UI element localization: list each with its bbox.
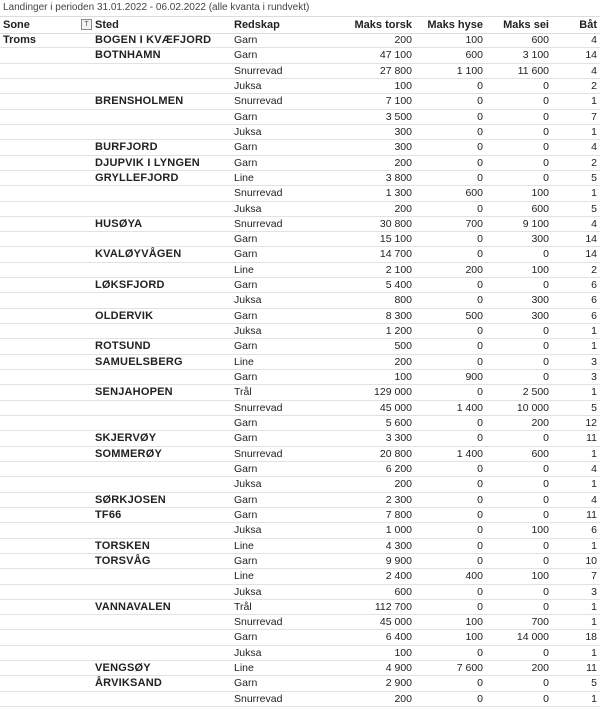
row-saithe: 0 <box>543 554 549 567</box>
row-haddock: 200 <box>465 263 483 276</box>
row-saithe: 0 <box>543 79 549 92</box>
row-haddock: 0 <box>477 386 483 399</box>
row-saithe: 0 <box>543 508 549 521</box>
row-gear: Garn <box>234 462 258 475</box>
row-saithe: 14 000 <box>516 631 549 644</box>
row-place: LØKSFJORD <box>95 279 165 292</box>
row-gear: Juksa <box>234 79 262 92</box>
table-row[interactable] <box>0 431 600 446</box>
row-haddock: 0 <box>477 478 483 491</box>
row-place: VANNAVALEN <box>95 600 171 613</box>
row-haddock: 0 <box>477 432 483 445</box>
row-cod: 5 600 <box>385 417 412 429</box>
row-saithe: 600 <box>531 34 549 46</box>
row-gear: Garn <box>234 110 258 123</box>
table-row[interactable] <box>0 263 600 278</box>
table-row[interactable] <box>0 247 600 262</box>
row-saithe: 300 <box>531 294 549 307</box>
row-cod: 200 <box>394 355 412 368</box>
table-row[interactable] <box>0 355 600 370</box>
row-boats: 1 <box>591 125 597 138</box>
row-haddock: 0 <box>477 325 483 338</box>
row-gear: Garn <box>234 233 258 246</box>
row-cod: 1 200 <box>385 325 412 338</box>
table-row[interactable] <box>0 79 600 94</box>
table-row[interactable] <box>0 416 600 431</box>
row-boats: 14 <box>585 233 597 246</box>
row-place: DJUPVIK I LYNGEN <box>95 156 200 169</box>
row-boats: 1 <box>591 646 597 659</box>
row-gear: Garn <box>234 493 258 506</box>
table-row[interactable] <box>0 171 600 186</box>
row-cod: 7 800 <box>385 508 412 521</box>
row-cod: 3 800 <box>385 171 412 184</box>
table-row[interactable] <box>0 646 600 661</box>
table-row[interactable] <box>0 523 600 538</box>
row-haddock: 1 400 <box>456 401 483 414</box>
row-boats: 1 <box>591 95 597 108</box>
row-cod: 20 800 <box>379 447 412 460</box>
row-cod: 800 <box>394 294 412 307</box>
row-boats: 14 <box>585 49 597 62</box>
row-saithe: 0 <box>543 171 549 184</box>
row-gear: Line <box>234 570 254 583</box>
row-saithe: 0 <box>543 355 549 368</box>
row-gear: Snurrevad <box>234 616 283 629</box>
row-gear: Juksa <box>234 524 262 537</box>
row-cod: 6 400 <box>385 631 412 644</box>
row-gear: Garn <box>234 417 258 429</box>
table-row[interactable] <box>0 615 600 630</box>
row-gear: Snurrevad <box>234 187 283 200</box>
row-haddock: 0 <box>477 248 483 261</box>
row-saithe: 0 <box>543 95 549 108</box>
table-row[interactable] <box>0 64 600 79</box>
table-row[interactable] <box>0 339 600 354</box>
row-haddock: 0 <box>477 141 483 154</box>
row-place: BOGEN I KVÆFJORD <box>95 34 212 46</box>
row-boats: 4 <box>591 64 597 77</box>
row-gear: Snurrevad <box>234 401 283 414</box>
row-cod: 100 <box>394 646 412 659</box>
row-cod: 30 800 <box>379 217 412 230</box>
row-haddock: 0 <box>477 125 483 138</box>
row-saithe: 0 <box>543 279 549 292</box>
row-zone: Troms <box>3 34 37 46</box>
row-haddock: 0 <box>477 233 483 246</box>
row-gear: Garn <box>234 141 258 154</box>
row-cod: 6 200 <box>385 462 412 475</box>
row-boats: 4 <box>591 462 597 475</box>
table-row[interactable] <box>0 630 600 645</box>
row-cod: 3 500 <box>385 110 412 123</box>
row-saithe: 10 000 <box>516 401 549 414</box>
row-gear: Juksa <box>234 202 262 215</box>
row-boats: 3 <box>591 585 597 598</box>
row-cod: 2 100 <box>385 263 412 276</box>
row-place: ROTSUND <box>95 340 151 353</box>
row-gear: Garn <box>234 340 258 353</box>
row-saithe: 9 100 <box>522 217 549 230</box>
row-boats: 6 <box>591 294 597 307</box>
table-row[interactable] <box>0 508 600 523</box>
row-gear: Juksa <box>234 325 262 338</box>
row-gear: Line <box>234 539 254 552</box>
row-haddock: 600 <box>465 49 483 62</box>
row-haddock: 0 <box>477 110 483 123</box>
row-gear: Garn <box>234 156 258 169</box>
row-cod: 129 000 <box>374 386 412 399</box>
row-gear: Garn <box>234 309 258 322</box>
table-row[interactable] <box>0 140 600 155</box>
row-cod: 200 <box>394 478 412 491</box>
row-gear: Garn <box>234 432 258 445</box>
row-gear: Snurrevad <box>234 64 283 77</box>
row-haddock: 100 <box>465 34 483 46</box>
row-boats: 7 <box>591 110 597 123</box>
row-boats: 1 <box>591 386 597 399</box>
row-place: ÅRVIKSAND <box>95 677 162 690</box>
row-saithe: 0 <box>543 600 549 613</box>
row-haddock: 400 <box>465 570 483 583</box>
row-place: SAMUELSBERG <box>95 355 183 368</box>
table-row[interactable] <box>0 217 600 232</box>
row-boats: 1 <box>591 447 597 460</box>
row-saithe: 0 <box>543 493 549 506</box>
row-saithe: 100 <box>531 570 549 583</box>
table-row[interactable] <box>0 156 600 171</box>
row-boats: 10 <box>585 554 597 567</box>
row-haddock: 0 <box>477 677 483 690</box>
header-place[interactable]: Sted <box>95 19 119 31</box>
row-cod: 500 <box>394 340 412 353</box>
row-saithe: 0 <box>543 340 549 353</box>
row-haddock: 0 <box>477 340 483 353</box>
row-saithe: 300 <box>531 233 549 246</box>
row-gear: Garn <box>234 508 258 521</box>
table-row[interactable] <box>0 447 600 462</box>
row-haddock: 0 <box>477 171 483 184</box>
row-gear: Snurrevad <box>234 95 283 108</box>
row-gear: Line <box>234 662 254 675</box>
row-cod: 2 400 <box>385 570 412 583</box>
row-haddock: 0 <box>477 279 483 292</box>
table-row[interactable] <box>0 186 600 201</box>
row-haddock: 900 <box>465 371 483 384</box>
table-row[interactable] <box>0 125 600 140</box>
table-row[interactable] <box>0 554 600 569</box>
table-row[interactable] <box>0 661 600 676</box>
row-boats: 4 <box>591 34 597 46</box>
table-row[interactable] <box>0 33 600 48</box>
row-boats: 5 <box>591 202 597 215</box>
row-cod: 100 <box>394 79 412 92</box>
row-saithe: 0 <box>543 462 549 475</box>
row-cod: 600 <box>394 585 412 598</box>
row-boats: 5 <box>591 677 597 690</box>
row-haddock: 0 <box>477 554 483 567</box>
row-boats: 4 <box>591 217 597 230</box>
table-row[interactable] <box>0 385 600 400</box>
row-haddock: 0 <box>477 462 483 475</box>
row-saithe: 0 <box>543 141 549 154</box>
row-gear: Snurrevad <box>234 217 283 230</box>
row-place: TORSVÅG <box>95 554 151 567</box>
row-cod: 5 400 <box>385 279 412 292</box>
table-row[interactable] <box>0 477 600 492</box>
row-cod: 112 700 <box>374 600 412 613</box>
row-cod: 4 900 <box>385 662 412 675</box>
table-row[interactable] <box>0 692 600 707</box>
row-cod: 300 <box>394 141 412 154</box>
table-row[interactable] <box>0 309 600 324</box>
row-haddock: 0 <box>477 202 483 215</box>
row-gear: Garn <box>234 554 258 567</box>
row-haddock: 500 <box>465 309 483 322</box>
row-gear: Juksa <box>234 478 262 491</box>
row-cod: 45 000 <box>379 616 412 629</box>
row-place: GRYLLEFJORD <box>95 171 179 184</box>
row-saithe: 100 <box>531 263 549 276</box>
row-cod: 47 100 <box>379 49 412 62</box>
table-row[interactable] <box>0 676 600 691</box>
row-boats: 1 <box>591 325 597 338</box>
row-haddock: 0 <box>477 493 483 506</box>
row-boats: 12 <box>585 417 597 429</box>
row-haddock: 0 <box>477 692 483 705</box>
row-gear: Trål <box>234 600 252 613</box>
row-gear: Garn <box>234 49 258 62</box>
table-row[interactable] <box>0 539 600 554</box>
row-boats: 6 <box>591 309 597 322</box>
table-row[interactable] <box>0 202 600 217</box>
row-saithe: 600 <box>531 447 549 460</box>
row-boats: 1 <box>591 600 597 613</box>
table-row[interactable] <box>0 569 600 584</box>
row-saithe: 0 <box>543 156 549 169</box>
row-boats: 1 <box>591 187 597 200</box>
row-place: BRENSHOLMEN <box>95 95 184 108</box>
row-cod: 15 100 <box>379 233 412 246</box>
row-place: SOMMERØY <box>95 447 162 460</box>
row-gear: Line <box>234 171 254 184</box>
row-saithe: 0 <box>543 371 549 384</box>
row-boats: 1 <box>591 478 597 491</box>
row-gear: Juksa <box>234 294 262 307</box>
row-cod: 3 300 <box>385 432 412 445</box>
row-saithe: 0 <box>543 677 549 690</box>
row-haddock: 0 <box>477 524 483 537</box>
row-haddock: 0 <box>477 585 483 598</box>
row-saithe: 300 <box>531 309 549 322</box>
row-boats: 11 <box>586 508 597 521</box>
table-row[interactable] <box>0 370 600 385</box>
row-place: SENJAHOPEN <box>95 386 173 399</box>
row-saithe: 0 <box>543 125 549 138</box>
row-boats: 3 <box>591 355 597 368</box>
row-saithe: 0 <box>543 110 549 123</box>
row-haddock: 1 400 <box>456 447 483 460</box>
table-row[interactable] <box>0 324 600 339</box>
row-cod: 200 <box>394 202 412 215</box>
table-row[interactable] <box>0 278 600 293</box>
row-boats: 2 <box>591 79 597 92</box>
row-boats: 6 <box>591 279 597 292</box>
row-cod: 200 <box>394 692 412 705</box>
row-place: BURFJORD <box>95 141 158 154</box>
table-row[interactable] <box>0 493 600 508</box>
row-saithe: 600 <box>531 202 549 215</box>
row-cod: 4 300 <box>385 539 412 552</box>
row-boats: 4 <box>591 493 597 506</box>
row-saithe: 100 <box>531 187 549 200</box>
row-cod: 14 700 <box>379 248 412 261</box>
row-gear: Juksa <box>234 125 262 138</box>
row-place: TF66 <box>95 508 122 521</box>
row-saithe: 0 <box>543 692 549 705</box>
row-haddock: 1 100 <box>456 64 483 77</box>
row-haddock: 0 <box>477 95 483 108</box>
row-haddock: 0 <box>477 508 483 521</box>
row-boats: 5 <box>591 171 597 184</box>
row-place: TORSKEN <box>95 539 150 552</box>
row-haddock: 0 <box>477 646 483 659</box>
row-cod: 45 000 <box>379 401 412 414</box>
row-saithe: 3 100 <box>522 49 549 62</box>
header-zone[interactable]: Sone <box>3 19 30 31</box>
header-cod[interactable]: Maks torsk <box>354 19 412 31</box>
row-saithe: 200 <box>531 417 549 429</box>
row-haddock: 7 600 <box>456 662 483 675</box>
row-place: OLDERVIK <box>95 309 154 322</box>
row-boats: 11 <box>586 662 597 675</box>
row-haddock: 0 <box>477 355 483 368</box>
row-haddock: 0 <box>477 539 483 552</box>
row-cod: 300 <box>394 125 412 138</box>
row-boats: 7 <box>591 570 597 583</box>
row-cod: 2 300 <box>385 493 412 506</box>
row-gear: Garn <box>234 631 258 644</box>
row-place: KVALØYVÅGEN <box>95 248 182 261</box>
row-boats: 3 <box>591 371 597 384</box>
table-row[interactable] <box>0 110 600 125</box>
row-gear: Snurrevad <box>234 692 283 705</box>
row-gear: Garn <box>234 279 258 292</box>
row-place: SKJERVØY <box>95 432 157 445</box>
row-saithe: 2 500 <box>522 386 549 399</box>
row-gear: Snurrevad <box>234 447 283 460</box>
row-gear: Garn <box>234 248 258 261</box>
header-boats[interactable]: Båt <box>579 19 597 31</box>
row-saithe: 0 <box>543 478 549 491</box>
row-haddock: 700 <box>465 217 483 230</box>
row-cod: 200 <box>394 34 412 46</box>
header-saithe[interactable]: Maks sei <box>503 19 549 31</box>
header-gear[interactable]: Redskap <box>234 19 280 31</box>
header-haddock[interactable]: Maks hyse <box>427 19 483 31</box>
row-cod: 27 800 <box>379 64 412 77</box>
row-haddock: 0 <box>477 156 483 169</box>
row-gear: Garn <box>234 677 258 690</box>
table-row[interactable] <box>0 462 600 477</box>
row-place: BOTNHAMN <box>95 49 161 62</box>
row-cod: 9 900 <box>385 554 412 567</box>
row-saithe: 700 <box>531 616 549 629</box>
row-gear: Garn <box>234 34 258 46</box>
row-gear: Garn <box>234 371 258 384</box>
row-boats: 4 <box>591 141 597 154</box>
row-boats: 2 <box>591 263 597 276</box>
row-boats: 1 <box>591 616 597 629</box>
table-caption: Landinger i perioden 31.01.2022 - 06.02.2022 (alle kvanta i rundvekt) <box>3 2 310 13</box>
filter-icon[interactable]: T <box>81 19 92 30</box>
row-cod: 100 <box>394 371 412 384</box>
table-row[interactable] <box>0 600 600 615</box>
row-cod: 7 100 <box>385 95 412 108</box>
row-saithe: 11 600 <box>517 64 549 77</box>
row-saithe: 200 <box>531 662 549 675</box>
row-boats: 2 <box>591 156 597 169</box>
row-saithe: 100 <box>531 524 549 537</box>
row-boats: 1 <box>591 539 597 552</box>
row-cod: 1 300 <box>385 187 412 200</box>
row-saithe: 0 <box>543 539 549 552</box>
row-boats: 6 <box>591 524 597 537</box>
row-haddock: 0 <box>477 417 483 429</box>
row-cod: 8 300 <box>385 309 412 322</box>
row-saithe: 0 <box>543 325 549 338</box>
table-row[interactable] <box>0 94 600 109</box>
row-place: HUSØYA <box>95 217 143 230</box>
row-haddock: 0 <box>477 294 483 307</box>
row-saithe: 0 <box>543 585 549 598</box>
row-gear: Juksa <box>234 585 262 598</box>
row-saithe: 0 <box>543 248 549 261</box>
row-haddock: 600 <box>465 187 483 200</box>
row-haddock: 0 <box>477 79 483 92</box>
row-boats: 14 <box>585 248 597 261</box>
row-gear: Trål <box>234 386 252 399</box>
row-boats: 5 <box>591 401 597 414</box>
row-gear: Line <box>234 263 254 276</box>
row-gear: Line <box>234 355 254 368</box>
row-place: VENGSØY <box>95 662 151 675</box>
row-cod: 200 <box>394 156 412 169</box>
table-row[interactable] <box>0 48 600 63</box>
table-row[interactable] <box>0 232 600 247</box>
row-boats: 18 <box>585 631 597 644</box>
row-cod: 2 900 <box>385 677 412 690</box>
row-gear: Juksa <box>234 646 262 659</box>
row-cod: 1 000 <box>385 524 412 537</box>
row-saithe: 0 <box>543 646 549 659</box>
row-haddock: 100 <box>465 631 483 644</box>
table-row[interactable] <box>0 585 600 600</box>
row-place: SØRKJOSEN <box>95 493 166 506</box>
row-boats: 1 <box>591 340 597 353</box>
table-row[interactable] <box>0 401 600 416</box>
row-haddock: 0 <box>477 600 483 613</box>
row-boats: 1 <box>591 692 597 705</box>
row-haddock: 100 <box>465 616 483 629</box>
row-boats: 11 <box>586 432 597 445</box>
row-saithe: 0 <box>543 432 549 445</box>
table-row[interactable] <box>0 293 600 308</box>
